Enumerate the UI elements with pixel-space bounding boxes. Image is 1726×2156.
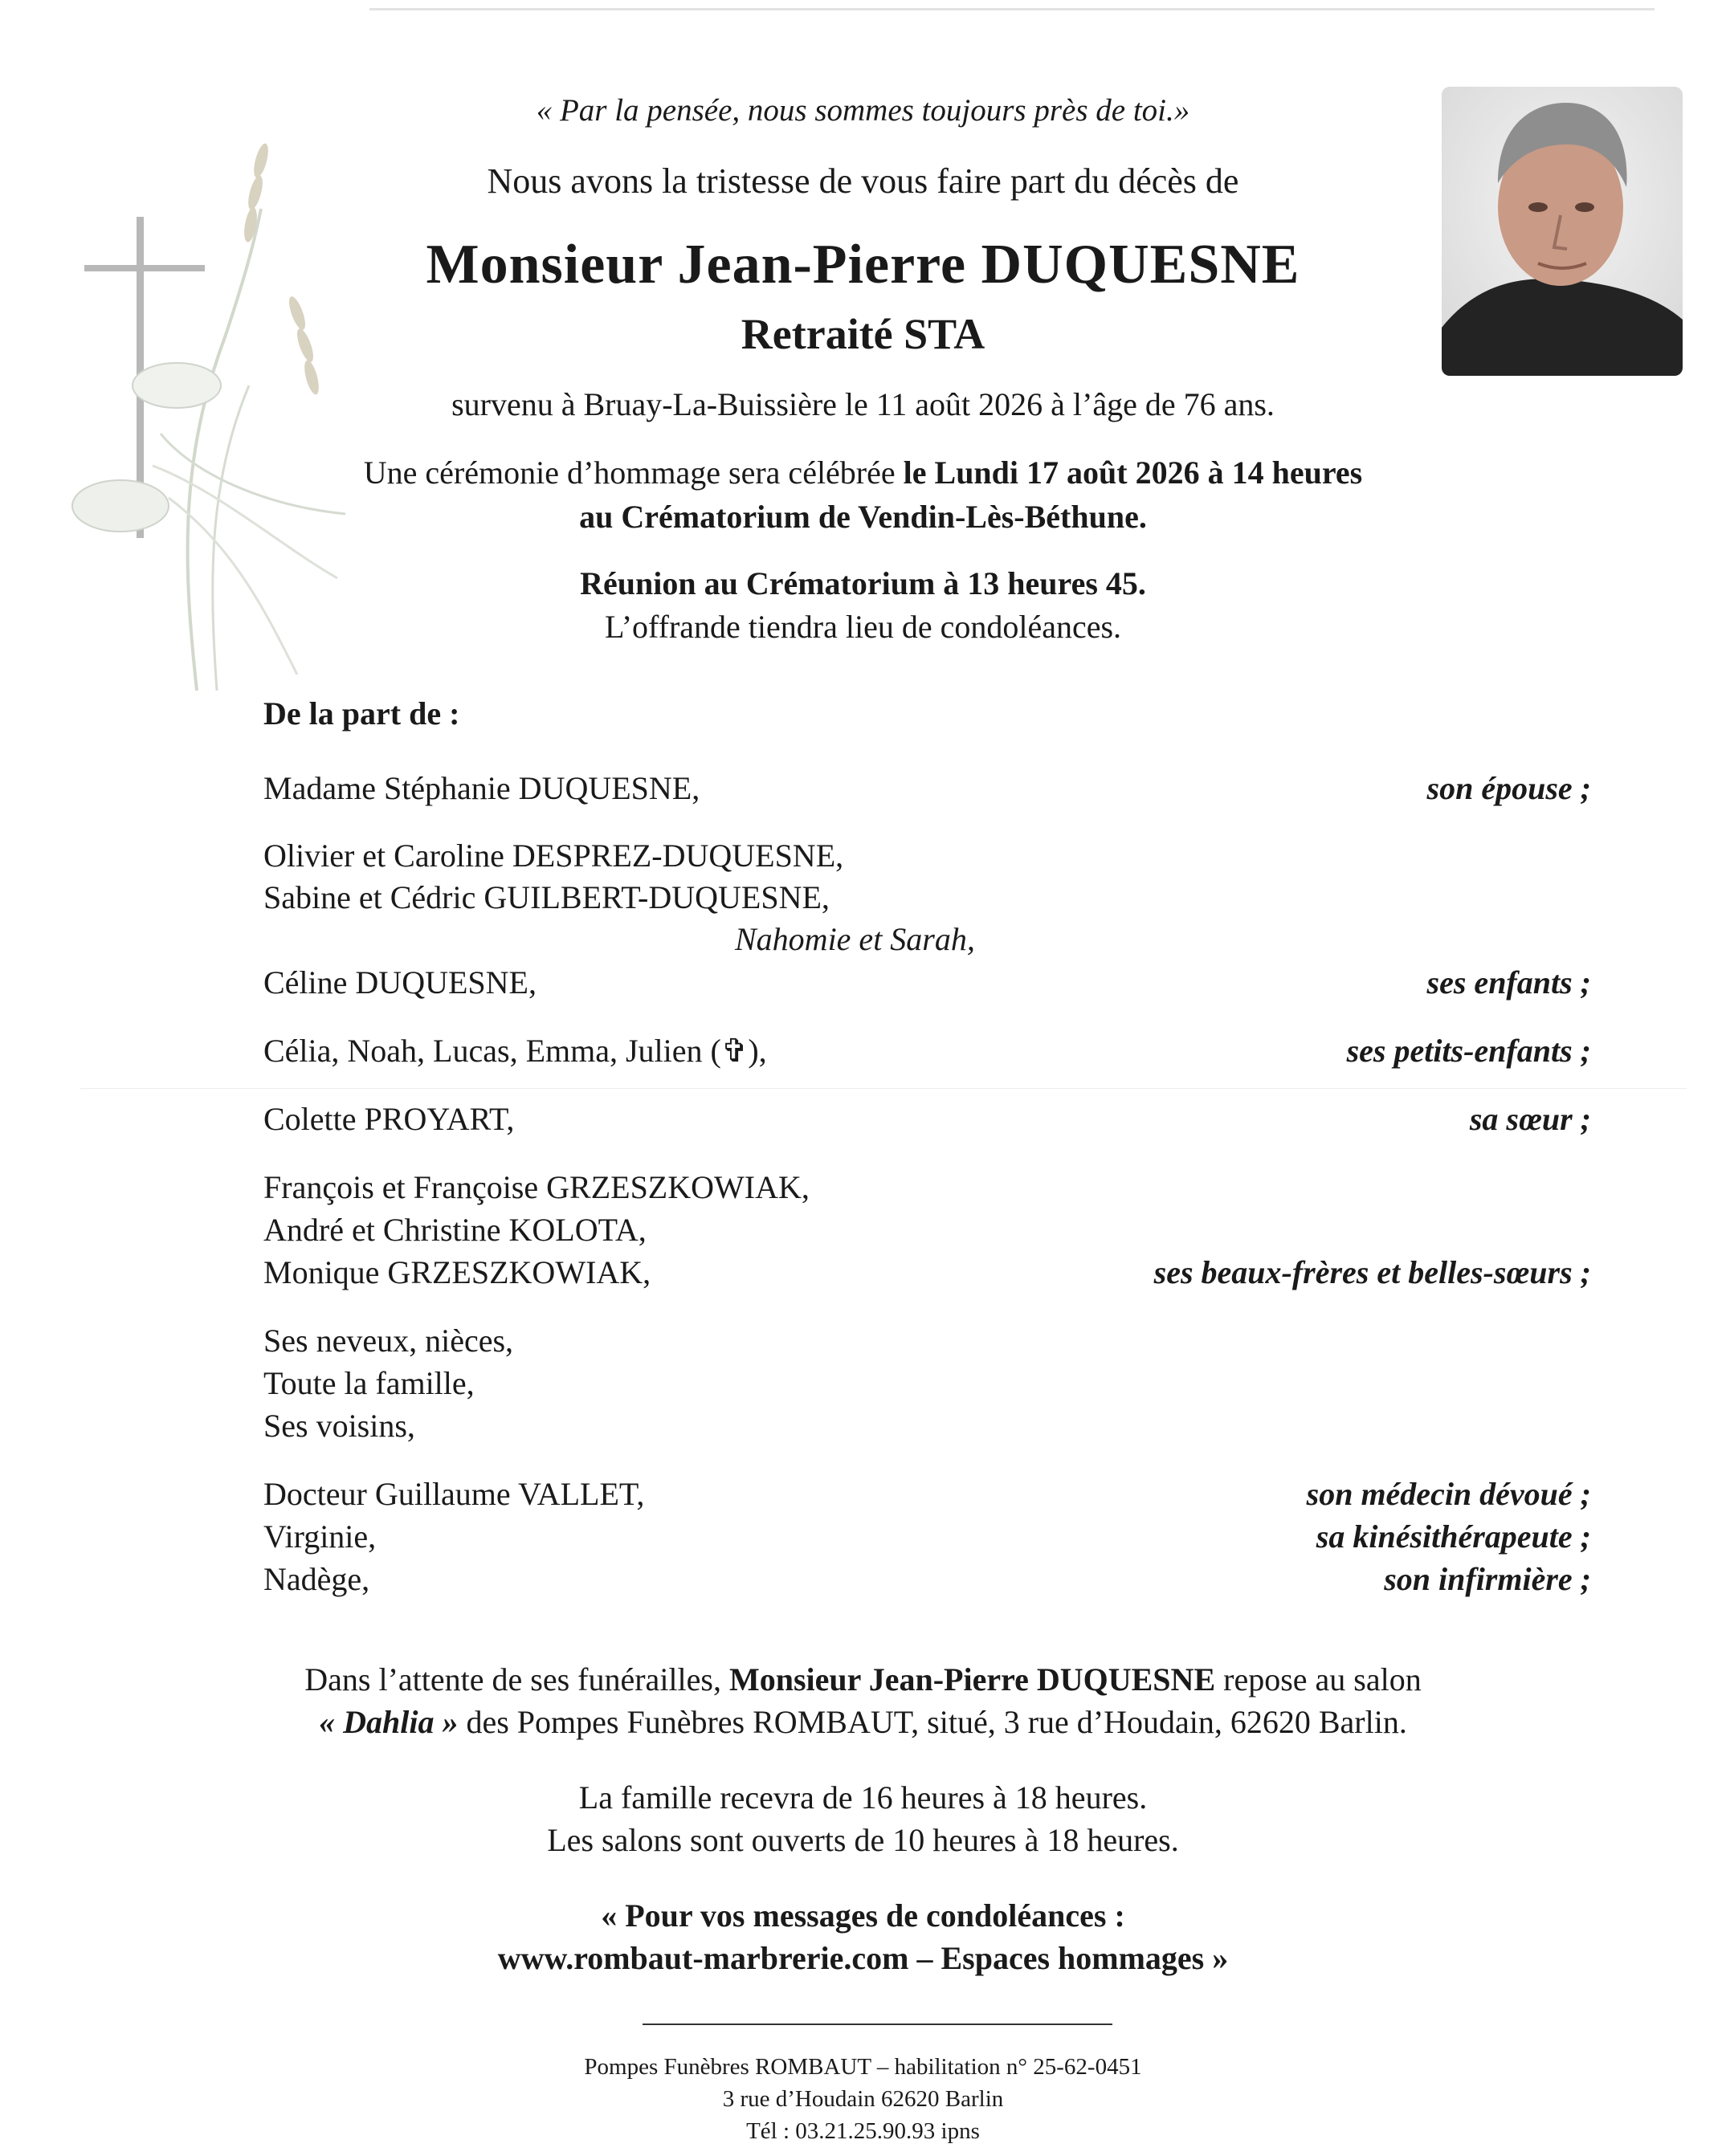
physio-role: sa kinésithérapeute ; (1316, 1518, 1591, 1555)
grandchildren-names: Célia, Noah, Lucas, Emma, Julien (✞), (263, 1033, 767, 1069)
nurse-role: son infirmière ; (1384, 1561, 1591, 1597)
footer-divider (643, 2024, 1112, 2025)
footer-phone: Tél : 03.21.25.90.93 ipns (746, 2118, 980, 2144)
announcement-intro: Nous avons la tristesse de vous faire part du décès de (487, 161, 1239, 201)
doctor-name: Docteur Guillaume VALLET, (263, 1476, 645, 1512)
doctor-role: son médecin dévoué ; (1306, 1476, 1591, 1512)
epitaph-quote: « Par la pensée, nous sommes toujours près de toi.» (536, 93, 1190, 128)
nurse-name: Nadège, (263, 1561, 370, 1597)
spouse-name: Madame Stéphanie DUQUESNE, (263, 770, 700, 806)
deceased-name: Monsieur Jean-Pierre DUQUESNE (426, 234, 1300, 295)
inlaw-name: André et Christine KOLOTA, (263, 1212, 647, 1248)
death-details: survenu à Bruay-La-Buissière le 11 août 2026 à l’âge de 76 ans. (451, 386, 1275, 422)
others-line: Ses voisins, (263, 1408, 415, 1444)
child-name: Olivier et Caroline DESPREZ-DUQUESNE, (263, 838, 844, 874)
child-name: Sabine et Cédric GUILBERT-DUQUESNE, (263, 879, 830, 915)
condolence-website[interactable]: www.rombaut-marbrerie.com – Espaces hommages » (497, 1940, 1229, 1976)
visit-hours: La famille recevra de 16 heures à 18 heures. (578, 1779, 1148, 1816)
reunion-time: Réunion au Crématorium à 13 heures 45. (580, 565, 1146, 601)
offering-note: L’offrande tiendra lieu de condoléances. (604, 609, 1122, 645)
inlaw-name: Monique GRZESZKOWIAK, (263, 1254, 651, 1290)
salon-name: Dahlia (343, 1704, 435, 1740)
others-line: Ses neveux, nièces, (263, 1323, 514, 1359)
cross-icon: ✞ (720, 1033, 749, 1069)
child-kids: Nahomie et Sarah, (735, 921, 975, 957)
salon-notice: « Dahlia » des Pompes Funèbres ROMBAUT, situé, 3 rue d’Houdain, 62620 Barlin. (319, 1704, 1407, 1740)
ceremony-date: le Lundi 17 août 2026 à 14 heures (903, 454, 1363, 491)
ceremony-line: Une cérémonie d’hommage sera célébrée le Lundi 17 août 2026 à 14 heures (363, 454, 1363, 491)
rest-notice: Dans l’attente de ses funérailles, Monsieur Jean-Pierre DUQUESNE repose au salon (304, 1661, 1422, 1697)
deceased-occupation: Retraité STA (741, 310, 985, 358)
children-role: ses enfants ; (1426, 964, 1591, 1001)
ceremony-place: au Crématorium de Vendin-Lès-Béthune. (579, 499, 1147, 535)
physio-name: Virginie, (263, 1518, 377, 1555)
condolence-heading: « Pour vos messages de condoléances : (601, 1897, 1125, 1934)
others-line: Toute la famille, (263, 1365, 475, 1401)
footer-company: Pompes Funèbres ROMBAUT – habilitation n° 25-62-0451 (584, 2054, 1142, 2080)
page-fold-line (80, 1088, 1687, 1089)
inlaws-role: ses beaux-frères et belles-sœurs ; (1153, 1254, 1591, 1290)
inlaw-name: François et Françoise GRZESZKOWIAK, (263, 1169, 810, 1205)
spouse-role: son épouse ; (1426, 770, 1591, 806)
sister-name: Colette PROYART, (263, 1101, 515, 1137)
grandchildren-role: ses petits-enfants ; (1346, 1033, 1591, 1069)
salon-hours: Les salons sont ouverts de 10 heures à 18 heures. (547, 1822, 1179, 1858)
sister-role: sa sœur ; (1469, 1101, 1591, 1137)
footer-address: 3 rue d’Houdain 62620 Barlin (722, 2086, 1004, 2112)
from-label: De la part de : (263, 695, 460, 732)
top-edge-line (369, 8, 1655, 10)
child-name: Céline DUQUESNE, (263, 964, 537, 1001)
